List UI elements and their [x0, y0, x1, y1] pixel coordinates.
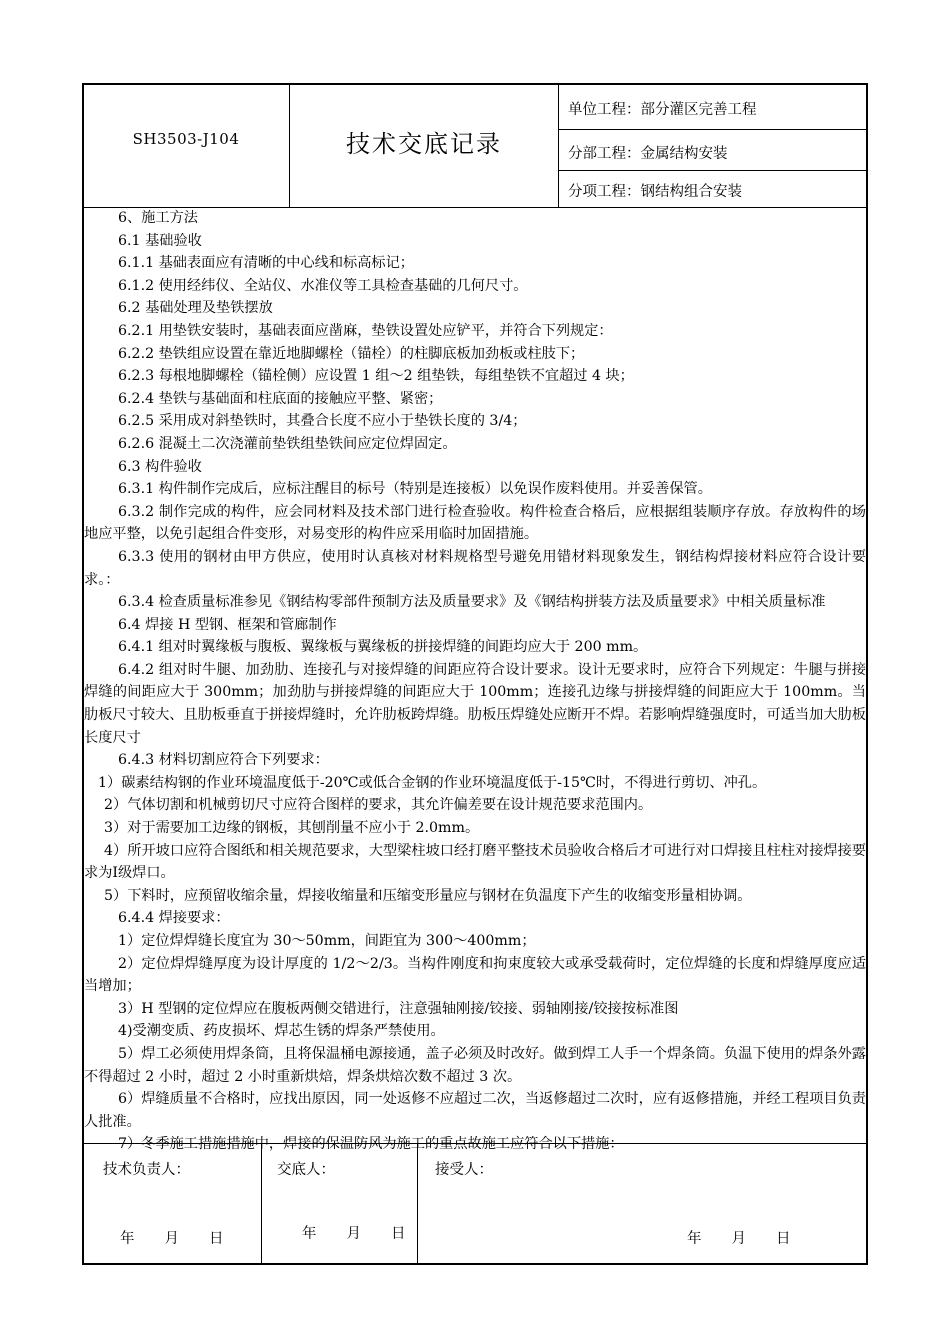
body-paragraph: 6.3.3 使用的钢材由甲方供应，使用时认真核对材料规格型号避免用错材料现象发生，钢结构焊接材料应符合设计要求。： [84, 548, 866, 588]
receiver-date [687, 1227, 791, 1248]
header-row-line-1 [558, 129, 866, 130]
body-paragraph: 2）定位焊焊缝厚度为设计厚度的 1/2～2/3。当构件刚度和拘束度较大或承受载荷时，定位焊缝的长度和焊缝厚度应适当增加； [84, 955, 866, 995]
date-year: 年 [687, 1231, 702, 1247]
date-month: 月 [164, 1231, 179, 1247]
body-paragraph: 6.3 构件验收 [118, 458, 202, 475]
body-paragraph: 6.1 基础验收 [118, 232, 202, 249]
subdivision-project: 分项工程：钢结构组合安装 [568, 184, 742, 200]
body-paragraph: 6.2.3 每根地脚螺栓（锚栓侧）应设置 1 组～2 组垫铁，每组垫铁不宜超过 4 块； [118, 368, 634, 385]
date-day: 日 [776, 1231, 791, 1247]
body-paragraph: 6.1.1 基础表面应有清晰的中心线和标高标记； [118, 255, 414, 272]
footer-divider-left [261, 1143, 262, 1264]
header-row-line-2 [558, 170, 866, 171]
construction-method-body [84, 207, 866, 1156]
body-paragraph: 4）所开坡口应符合图纸和相关规范要求，大型梁柱坡口经打磨平整技术员验收合格后才可进行对口焊接且柱柱对接焊接要求为Ⅰ级焊口。 [84, 842, 866, 882]
body-paragraph: 1）碳素结构钢的作业环境温度低于-20℃或低合金钢的作业环境温度低于-15℃时，不得进行剪切、冲孔。 [98, 774, 767, 791]
body-paragraph: 6.2.1 用垫铁安装时，基础表面应凿麻，垫铁设置处应铲平，并符合下列规定： [118, 322, 613, 339]
date-month: 月 [346, 1226, 361, 1242]
receiver-label: 接受人： [435, 1162, 493, 1178]
body-paragraph: 6.2.2 垫铁组应设置在靠近地脚螺栓（锚栓）的柱脚底板加劲板或柱肢下； [118, 345, 585, 362]
tech-lead-date [120, 1227, 224, 1248]
body-paragraph: 6.2 基础处理及垫铁摆放 [118, 300, 273, 317]
date-year: 年 [302, 1226, 317, 1242]
body-paragraph: 6.4.3 材料切割应符合下列要求： [118, 752, 329, 769]
date-month: 月 [731, 1231, 746, 1247]
body-paragraph: 6.4.2 组对时牛腿、加劲肋、连接孔与对接焊缝的间距应符合设计要求。设计无要求时，应符合下列规定：牛腿与拼接焊缝的间距应大于 300mm；加劲肋与拼接焊缝的间距应大于 100mm；连接孔边缘与拼接焊缝的间距应大于 100mm。当肋板尺寸较大、且肋板垂直于拼接焊缝时，允许肋板跨焊缝。肋板压焊缝处应断开不焊。若影响焊缝强度时，可适当加大肋板长度尺寸 [84, 661, 866, 746]
body-paragraph: 5）焊工必须使用焊条筒，且将保温桶电源接通，盖子必须及时改好。做到焊工人手一个焊条筒。负温下使用的焊条外露不得超过 2 小时，超过 2 小时重新烘焙，焊条烘焙次数不超过 3 次。 [84, 1045, 866, 1085]
body-paragraph: 6、施工方法 [118, 210, 198, 226]
tech-lead-label: 技术负责人： [103, 1162, 190, 1178]
date-day: 日 [391, 1226, 406, 1242]
footer-divider-right [417, 1143, 418, 1264]
body-paragraph: 3）对于需要加工边缘的钢板，其刨削量不应小于 2.0mm。 [104, 820, 480, 837]
page-title: 技术交底记录 [346, 130, 502, 158]
date-year: 年 [120, 1231, 135, 1247]
division-project: 分部工程：金属结构安装 [568, 146, 728, 162]
body-paragraph: 6.3.2 制作完成的构件，应会同材料及技术部门进行检查验收。构件检查合格后，应根据组装顺序存放。存放构件的场地应平整，以免引起组合件变形，对易变形的构件应采用临时加固措施。 [84, 503, 866, 543]
body-paragraph: 6.4.4 焊接要求： [118, 910, 230, 927]
discloser-date [302, 1222, 406, 1243]
body-paragraph: 5）下料时，应预留收缩余量，焊接收缩量和压缩变形量应与钢材在负温度下产生的收缩变形量相协调。 [104, 887, 752, 904]
date-day: 日 [209, 1231, 224, 1247]
body-paragraph: 3）H 型钢的定位焊应在腹板两侧交错进行，注意强轴刚接/铰接、弱轴刚接/铰接按标准图 [118, 1000, 679, 1017]
body-paragraph: 4)受潮变质、药皮损坏、焊芯生锈的焊条严禁使用。 [118, 1023, 445, 1040]
body-paragraph: 6.3.1 构件制作完成后，应标注醒目的标号（特别是连接板）以免误作废料使用。并妥善保管。 [118, 481, 712, 498]
body-paragraph: 6.2.4 垫铁与基础面和柱底面的接触应平整、紧密； [118, 390, 443, 407]
header-divider-right [558, 84, 559, 207]
body-paragraph: 6.2.5 采用成对斜垫铁时，其叠合长度不应小于垫铁长度的 3/4； [118, 413, 527, 430]
body-paragraph: 2）气体切割和机械剪切尺寸应符合图样的要求，其允许偏差要在设计规范要求范围内。 [104, 797, 653, 814]
body-paragraph: 6.4.1 组对时翼缘板与腹板、翼缘板与翼缘板的拼接焊缝的间距均应大于 200 mm。 [118, 639, 648, 656]
body-paragraph: 6.1.2 使用经纬仪、全站仪、水准仪等工具检查基础的几何尺寸。 [118, 277, 528, 294]
body-paragraph: 6.3.4 检查质量标准参见《钢结构零部件预制方法及质量要求》及《钢结构拼装方法及质量要求》中相关质量标准 [118, 594, 826, 611]
body-paragraph: 6.4 焊接 H 型钢、框架和管廊制作 [118, 616, 337, 633]
unit-project: 单位工程：部分灌区完善工程 [568, 102, 757, 118]
body-paragraph: 7）冬季施工措施措施中，焊接的保温防风为施工的重点故施工应符合以下措施： [118, 1136, 624, 1153]
body-paragraph: 6）焊缝质量不合格时，应找出原因，同一处返修不应超过二次，当返修超过二次时，应有返修措施，并经工程项目负责人批准。 [84, 1091, 866, 1130]
body-paragraph: 6.2.6 混凝土二次浇灌前垫铁组垫铁间应定位焊固定。 [118, 435, 457, 452]
body-paragraph: 1）定位焊焊缝长度宜为 30～50mm，间距宜为 300～400mm； [118, 933, 536, 949]
discloser-label: 交底人： [277, 1162, 335, 1178]
document-code: SH3503-J104 [132, 130, 240, 148]
